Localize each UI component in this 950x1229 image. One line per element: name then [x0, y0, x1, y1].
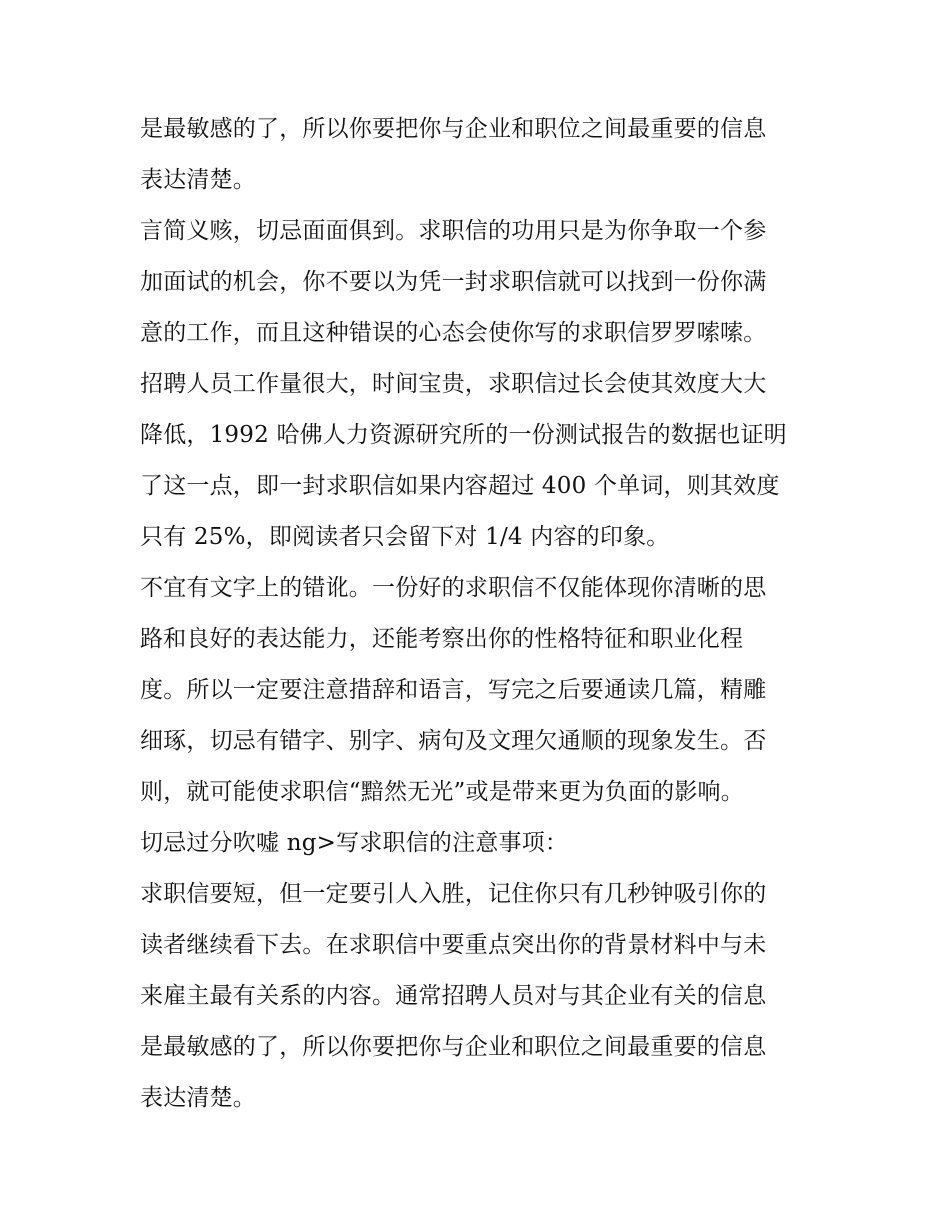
text-line: 表达清楚。 [140, 1085, 256, 1111]
text-line: 路和良好的表达能力，还能考察出你的性格特征和职业化程 [140, 626, 744, 652]
text-line: 求职信要短，但一定要引人入胜，记住你只有几秒钟吸引你的 [140, 881, 767, 907]
text-line: 招聘人员工作量很大，时间宝贵，求职信过长会使其效度大大 [140, 371, 767, 397]
text-line: 意的工作，而且这种错误的心态会使你写的求职信罗罗嗦嗦。 [140, 320, 767, 346]
text-line: 细琢，切忌有错字、别字、病句及文理欠通顺的现象发生。否 [140, 728, 767, 754]
text-line: 只有 25%，即阅读者只会留下对 1/4 内容的印象。 [140, 524, 670, 550]
text-line: 切忌过分吹嘘 ng>写求职信的注意事项： [140, 830, 569, 856]
text-line: 度。所以一定要注意措辞和语言，写完之后要通读几篇，精雕 [140, 677, 767, 703]
text-line: 是最敏感的了，所以你要把你与企业和职位之间最重要的信息 [140, 1034, 767, 1060]
text-line: 加面试的机会，你不要以为凭一封求职信就可以找到一份你满 [140, 269, 767, 295]
document-body [140, 104, 815, 1124]
text-line: 不宜有文字上的错讹。一份好的求职信不仅能体现你清晰的思 [140, 575, 767, 601]
text-line: 是最敏感的了，所以你要把你与企业和职位之间最重要的信息 [140, 116, 767, 142]
text-line: 则，就可能使求职信“黯然无光”或是带来更为负面的影响。 [140, 779, 744, 805]
text-line: 表达清楚。 [140, 167, 256, 193]
text-line: 降低，1992 哈佛人力资源研究所的一份测试报告的数据也证明 [140, 422, 787, 448]
text-line: 读者继续看下去。在求职信中要重点突出你的背景材料中与未 [140, 932, 767, 958]
text-line: 来雇主最有关系的内容。通常招聘人员对与其企业有关的信息 [140, 983, 767, 1009]
text-line: 了这一点，即一封求职信如果内容超过 400 个单词，则其效度 [140, 473, 780, 499]
text-line: 言简义赅，切忌面面俱到。求职信的功用只是为你争取一个参 [140, 218, 767, 244]
